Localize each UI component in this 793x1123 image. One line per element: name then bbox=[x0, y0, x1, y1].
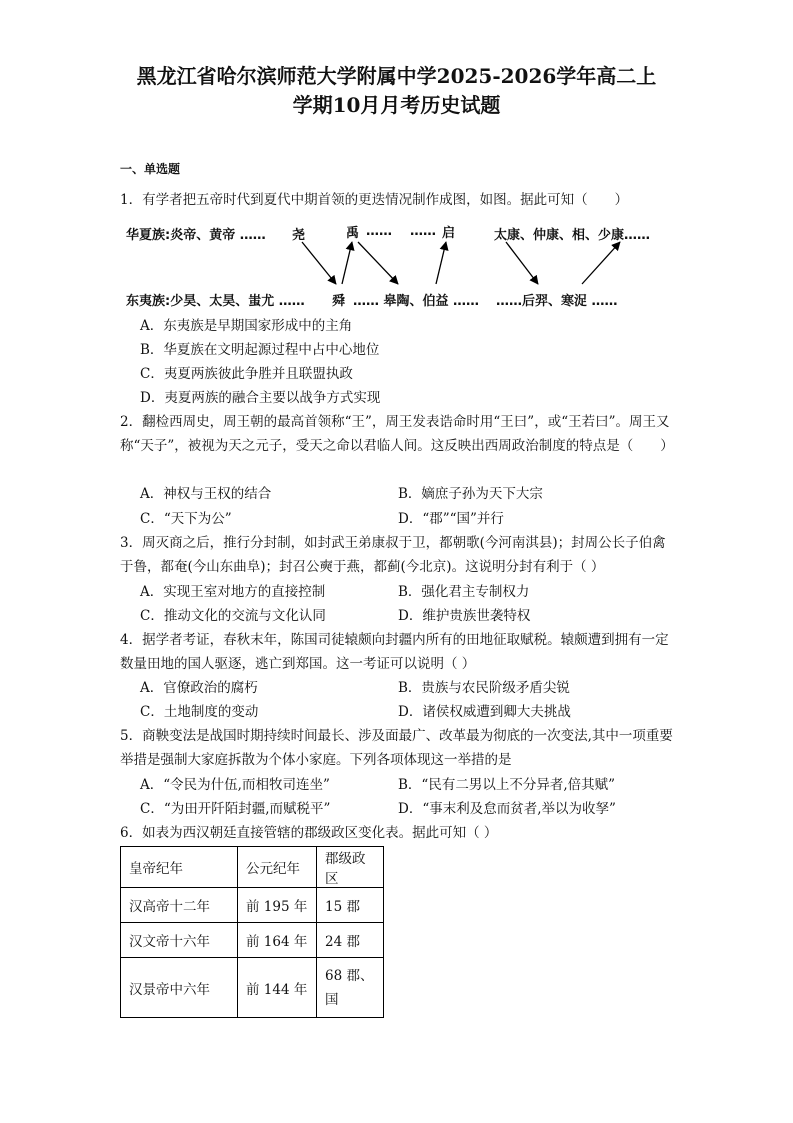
arrow-yao-to-shun bbox=[302, 242, 336, 284]
question-6-stem: 6．如表为西汉朝廷直接管辖的郡级政区变化表。据此可知（ ） bbox=[120, 825, 498, 841]
exam-title bbox=[60, 62, 733, 120]
q3-option-d[interactable]: D．维护贵族世袭特权 bbox=[398, 608, 531, 624]
question-2-stem: 2．翻检西周史，周王朝的最高首领称“王”，周王发表诰命时用“王曰”，或“王若曰”。周王又称“天子”，被视为天之元子，受天之命以君临人间。这反映出西周政治制度的特点是（ ） bbox=[120, 414, 674, 454]
table-cell: 68 郡、国 bbox=[317, 958, 384, 1018]
question-1-stem: 1．有学者把五帝时代到夏代中期首领的更迭情况制作成图，如图。据此可知（ ） bbox=[120, 192, 629, 208]
q2-option-c[interactable]: C．“天下为公” bbox=[140, 511, 232, 527]
section-heading: 一、单选题 bbox=[120, 162, 181, 176]
dongyi-label: 东夷族:少昊、太昊、蚩尤 …… bbox=[126, 294, 305, 309]
yu-node: 禹 bbox=[346, 226, 360, 241]
q3-option-b[interactable]: B．强化君主专制权力 bbox=[398, 584, 530, 600]
q2-option-b[interactable]: B．嫡庶子孙为天下大宗 bbox=[398, 486, 543, 502]
q2-option-d[interactable]: D．“郡”“国”并行 bbox=[398, 511, 504, 527]
houyi-hanzhuo-node: ……后羿、寒浞 …… bbox=[496, 294, 618, 309]
table-cell: 15 郡 bbox=[317, 888, 384, 923]
title-line-2: 学期10月月考历史试题 bbox=[292, 93, 501, 117]
table-cell: 前 195 年 bbox=[238, 888, 317, 923]
arrow-yu-to-gaoyao bbox=[358, 242, 398, 284]
table-row bbox=[121, 888, 384, 923]
qi-node: 启 bbox=[442, 226, 456, 241]
table-row bbox=[121, 923, 384, 958]
q5-option-a[interactable]: A．“令民为什伍,而相牧司连坐” bbox=[140, 777, 330, 793]
huaxia-label: 华夏族:炎帝、黄帝 …… bbox=[126, 228, 266, 243]
q1-option-d[interactable]: D．夷夏两族的融合主要以战争方式实现 bbox=[140, 390, 381, 406]
q4-option-b[interactable]: B．贵族与农民阶级矛盾尖锐 bbox=[398, 680, 570, 696]
q2-option-a[interactable]: A．神权与王权的结合 bbox=[140, 486, 272, 502]
arrow-hanzhuo-to-shaokang bbox=[582, 242, 620, 284]
question-4-stem: 4．据学者考证，春秋末年，陈国司徒辕颇向封疆内所有的田地征取赋税。辕颇遭到拥有一定数量田地的国人驱逐，逃亡到郑国。这一考证可以说明（ ） bbox=[120, 632, 669, 672]
table-row bbox=[121, 958, 384, 1018]
table-header-row bbox=[121, 847, 384, 888]
table-cell: 前 144 年 bbox=[238, 958, 317, 1018]
question-3-stem: 3．周灭商之后，推行分封制，如封武王弟康叔于卫，都朝歌(今河南淇县)；封周公长子伯禽于鲁，都奄(今山东曲阜)；封召公奭于燕，都蓟(今北京)。这说明分封有利于（ ） bbox=[120, 535, 666, 575]
table-header-cell: 郡级政区 bbox=[317, 847, 384, 888]
q5-option-d[interactable]: D．“事末利及怠而贫者,举以为收孥” bbox=[398, 801, 616, 817]
q3-option-a[interactable]: A．实现王室对地方的直接控制 bbox=[140, 584, 326, 600]
arrow-taikang-to-houyi bbox=[506, 242, 538, 284]
table-cell: 汉文帝十六年 bbox=[121, 923, 238, 958]
table-cell: 前 164 年 bbox=[238, 923, 317, 958]
q1-option-c[interactable]: C．夷夏两族彼此争胜并且联盟执政 bbox=[140, 366, 353, 382]
diagram-arrows bbox=[120, 214, 680, 314]
table-cell: 24 郡 bbox=[317, 923, 384, 958]
huaxia-successors: 太康、仲康、相、少康…… bbox=[494, 228, 651, 243]
arrow-shun-to-yu bbox=[342, 242, 352, 284]
shun-node: 舜 bbox=[332, 294, 346, 309]
q1-option-a[interactable]: A．东夷族是早期国家形成中的主角 bbox=[140, 318, 353, 334]
prefecture-table bbox=[120, 846, 384, 1018]
succession-diagram bbox=[120, 214, 680, 314]
table-header-cell: 公元纪年 bbox=[238, 847, 317, 888]
table-cell: 汉高帝十二年 bbox=[121, 888, 238, 923]
arrow-boyi-to-qi bbox=[436, 242, 446, 284]
yao-node: 尧 bbox=[292, 228, 306, 243]
q5-option-b[interactable]: B．“民有二男以上不分异者,倍其赋” bbox=[398, 777, 616, 793]
q4-option-c[interactable]: C．土地制度的变动 bbox=[140, 704, 259, 720]
q3-option-c[interactable]: C．推动文化的交流与文化认同 bbox=[140, 608, 326, 624]
table-cell: 汉景帝中六年 bbox=[121, 958, 238, 1018]
title-line-1: 黑龙江省哈尔滨师范大学附属中学2025-2026学年高二上 bbox=[136, 64, 657, 88]
gaoyao-boyi-node: …… 皋陶、伯益 …… bbox=[353, 294, 480, 309]
qi-dots: …… bbox=[410, 224, 436, 239]
yu-dots: …… bbox=[366, 224, 392, 239]
table-header-cell: 皇帝纪年 bbox=[121, 847, 238, 888]
q4-option-d[interactable]: D．诸侯权威遭到卿大夫挑战 bbox=[398, 704, 571, 720]
q5-option-c[interactable]: C．“为田开阡陌封疆,而赋税平” bbox=[140, 801, 331, 817]
q1-option-b[interactable]: B．华夏族在文明起源过程中占中心地位 bbox=[140, 342, 380, 358]
q4-option-a[interactable]: A．官僚政治的腐朽 bbox=[140, 680, 258, 696]
question-5-stem: 5．商鞅变法是战国时期持续时间最长、涉及面最广、改革最为彻底的一次变法,其中一项重要举措是强制大家庭拆散为个体小家庭。下列各项体现这一举措的是 bbox=[120, 728, 673, 768]
